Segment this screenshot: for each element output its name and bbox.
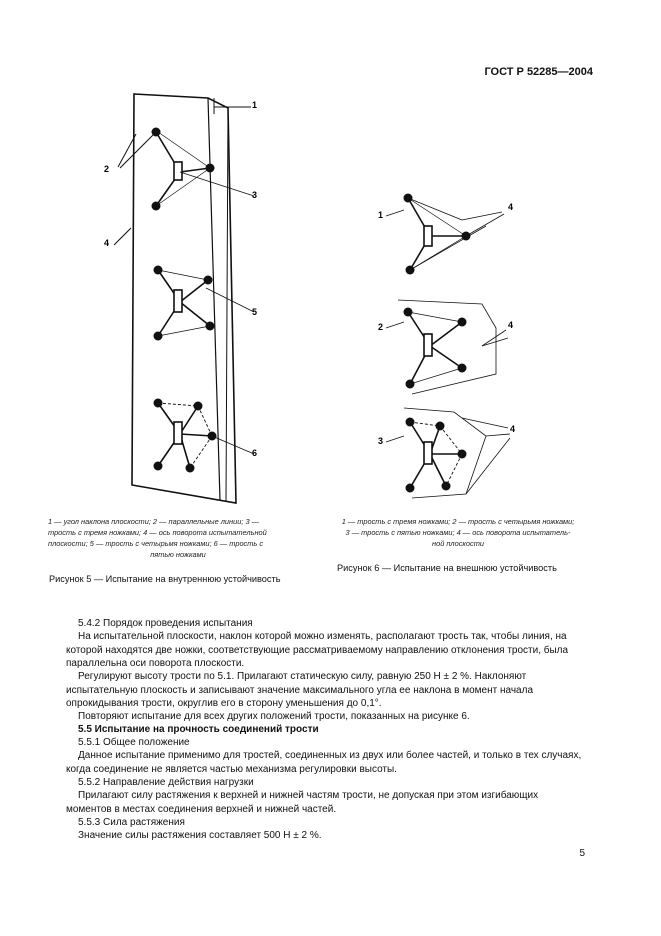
section-5-5-3-heading: 5.5.3 Сила растяжения bbox=[78, 817, 185, 828]
fig6-label-4b: 4 bbox=[508, 320, 514, 330]
fig6-label-2: 2 bbox=[378, 322, 384, 332]
figure-6-drawing bbox=[374, 188, 534, 500]
section-5-5-3-paragraph: Значение силы растяжения составляет 500 Н ± 2 %. bbox=[78, 830, 322, 841]
fig5-label-2: 2 bbox=[104, 164, 110, 174]
fig6-label-3: 3 bbox=[378, 436, 384, 446]
section-5-5-1-paragraph: Данное испытание применимо для тростей, соединенных из двух или более частей, и только в тех случаях, когда соединение не является частью механизма регулировки высоты. bbox=[66, 750, 582, 775]
figure-5-legend: 1 — угол наклона плоскости; 2 — параллельные линии; 3 — трость с тремя ножками; 4 — ось поворота испытательной плоскости; 5 — трость с четырьмя ножками; 6 — трость с пятью ножками bbox=[48, 517, 267, 559]
fig5-label-5: 5 bbox=[252, 307, 258, 317]
fig5-label-4: 4 bbox=[104, 238, 110, 248]
section-5-4-2-heading: 5.4.2 Порядок проведения испытания bbox=[78, 618, 253, 629]
fig5-label-6: 6 bbox=[252, 448, 258, 458]
fig6-label-4a: 4 bbox=[508, 202, 514, 212]
section-5-5-1-heading: 5.5.1 Общее положение bbox=[78, 737, 190, 748]
document-header: ГОСТ Р 52285—2004 bbox=[484, 66, 593, 78]
fig5-label-3: 3 bbox=[252, 190, 258, 200]
fig6-label-1: 1 bbox=[378, 210, 384, 220]
section-5-5-2-paragraph: Прилагают силу растяжения к верхней и нижней частям трости, не допуская при этом изгибающих моментов в местах соединения верхней и нижней частей. bbox=[66, 790, 539, 815]
figure-6-title: Рисунок 6 — Испытание на внешнюю устойчивость bbox=[337, 563, 557, 573]
figure-5-title: Рисунок 5 — Испытание на внутреннюю устойчивость bbox=[49, 574, 281, 584]
section-5-4-2-paragraph-2: Регулируют высоту трости по 5.1. Прилагают статическую силу, равную 250 Н ± 2 %. Наклоняют испытательную плоскость и записывают значение максимального угла ее наклона в момент начала опрокидывания трости, округлив его в сторону уменьшения до 0,1°. bbox=[66, 671, 534, 709]
section-5-4-2-paragraph-1: На испытательной плоскости, наклон которой можно изменять, располагают трость так, чтобы линия, на которой находятся две ножки, соответствующие рассматриваемому направлению отклонения трости, была параллельна оси поворота плоскости. bbox=[66, 631, 569, 669]
figure-6-legend: 1 — трость с тремя ножками; 2 — трость с четырьмя ножками; 3 — трость с пятью ножками; 4 — ось поворота испытатель- ной плоскости bbox=[341, 517, 575, 548]
section-5-4-2-paragraph-3: Повторяют испытание для всех других положений трости, показанных на рисунке 6. bbox=[78, 711, 470, 722]
section-5-5-2-heading: 5.5.2 Направление действия нагрузки bbox=[78, 777, 254, 788]
fig6-label-4c: 4 bbox=[510, 424, 516, 434]
figure-5-drawing bbox=[96, 88, 276, 513]
page-number: 5 bbox=[579, 848, 585, 859]
section-5-5-heading: 5.5 Испытание на прочность соединений трости bbox=[78, 724, 319, 735]
fig5-label-1: 1 bbox=[252, 100, 258, 110]
